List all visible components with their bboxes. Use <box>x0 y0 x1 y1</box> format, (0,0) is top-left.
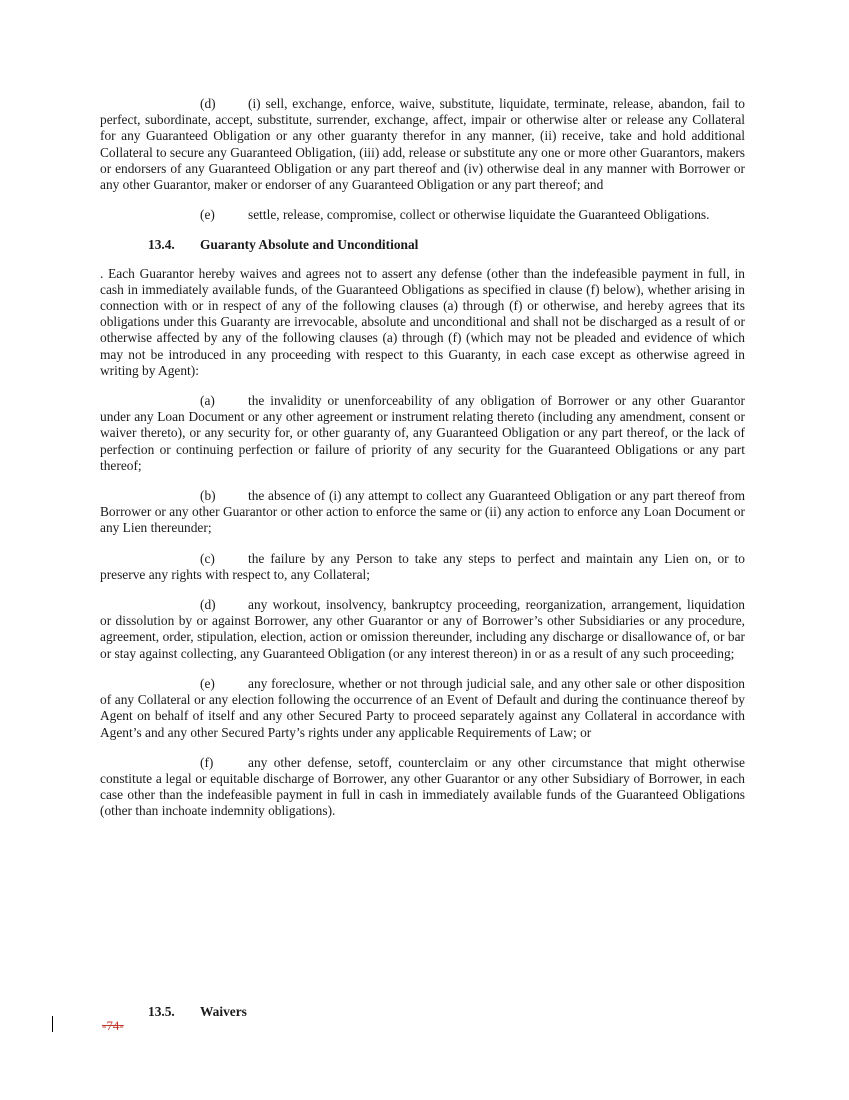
section-title: Waivers <box>200 1004 247 1019</box>
document-page <box>100 96 745 834</box>
clause-label: (e) <box>200 207 215 223</box>
section-intro-paragraph: . Each Guarantor hereby waives and agrees not to assert any defense (other than the indefeasible payment in full, in cash in immediately available funds, of the Guaranteed Obligations as specified in clause (f) below), whether arising in connection with or in respect of any of the following clauses (a) through (f) or otherwise, and hereby agrees that its obligations under this Guaranty are irrevocable, absolute and unconditional and shall not be discharged as a result of or otherwise affected by any of the following clauses (a) through (f) (which may not be pleaded and evidence of which may not be introduced in any proceeding with respect to this Guaranty, in each case except as otherwise agreed in writing by Agent): <box>100 265 745 378</box>
clause-e-settle-paragraph <box>100 207 745 223</box>
clause-label: (d) <box>200 597 216 613</box>
clause-f-paragraph <box>100 755 745 820</box>
clause-label: (d) <box>200 96 216 111</box>
clause-text: any foreclosure, whether or not through judicial sale, and any other sale or other disposition of any Collateral or any election following the occurrence of an Event of Default and during the continuance thereof by Agent on behalf of itself and any other Secured Party to proceed separately against any Collateral in accordance with Agent’s and any other Secured Party’s rights under any applicable Requirements of Law; or <box>100 675 745 740</box>
clause-b-paragraph <box>100 488 745 537</box>
clause-text: any other defense, setoff, counterclaim or any other circumstance that might otherwise constitute a legal or equitable discharge of Borrower, any other Guarantor or any other Subsidiary of Borrower, in each case other than the indefeasible payment in full in cash in immediately available funds of the Guaranteed Obligations (other than inchoate indemnity obligations). <box>100 754 745 819</box>
section-number: 13.5. <box>148 1004 175 1019</box>
section-title: Guaranty Absolute and Unconditional <box>200 237 419 253</box>
clause-text: the absence of (i) any attempt to collect any Guaranteed Obligation or any part thereof from Borrower or any other Guarantor or other action to enforce the same or (ii) any action to enforce any Loan Document or any Lien thereunder; <box>100 488 745 536</box>
clause-label: (b) <box>200 488 216 504</box>
page-number: -74- <box>102 1018 124 1033</box>
clause-label: (e) <box>200 675 215 691</box>
revision-change-bar <box>52 1016 53 1032</box>
section-number: 13.4. <box>148 237 175 253</box>
clause-label: (c) <box>200 550 215 566</box>
clause-text: the invalidity or unenforceability of any obligation of Borrower or any other Guarantor under any Loan Document or any other agreement or instrument relating thereto (including any amendment, consent or waiver thereto), or any security for, or other guaranty of, any Guaranteed Obligation or any part thereof, or the lack of perfection or continuing perfection or failure of priority of any security for the Guaranteed Obligations or any part thereof; <box>100 393 745 473</box>
clause-label: (f) <box>200 754 214 770</box>
section-heading-13-5 <box>148 1004 247 1020</box>
clause-label: (a) <box>200 393 215 409</box>
clause-text: any workout, insolvency, bankruptcy proceeding, reorganization, arrangement, liquidation or dissolution by or against Borrower, any other Guarantor or any of Borrower’s other Subsidiaries or any procedure, agreement, order, stipulation, election, action or omission thereunder, including any discharge or disallowance of, or bar or stay against collecting, any Guaranteed Obligation (or any interest thereon) in or as a result of any such proceeding; <box>100 597 745 661</box>
clause-c-paragraph <box>100 551 745 583</box>
clause-text: settle, release, compromise, collect or otherwise liquidate the Guaranteed Obligations. <box>248 207 710 223</box>
section-heading-13-4 <box>148 237 745 253</box>
clause-d-waiver-paragraph <box>100 96 745 193</box>
clause-a-paragraph <box>100 393 745 474</box>
clause-text: the failure by any Person to take any steps to perfect and maintain any Lien on, or to preserve any rights with respect to, any Collateral; <box>100 550 745 582</box>
clause-d-paragraph <box>100 597 745 662</box>
clause-text: (i) sell, exchange, enforce, waive, substitute, liquidate, terminate, release, abandon, fail to perfect, subordinate, accept, substitute, surrender, exchange, affect, impair or otherwise alter or release any Collateral for any Guaranteed Obligation or any other guaranty therefor in any manner, (ii) receive, take and hold additional Collateral to secure any Guaranteed Obligation, (iii) add, release or substitute any one or more other Guarantors, makers or endorsers of any Guaranteed Obligation or any part thereof and (iv) otherwise deal in any manner with Borrower or any other Guarantor, maker or endorser of any Guaranteed Obligation or any part thereof; and <box>100 96 745 193</box>
clause-e-paragraph <box>100 676 745 741</box>
